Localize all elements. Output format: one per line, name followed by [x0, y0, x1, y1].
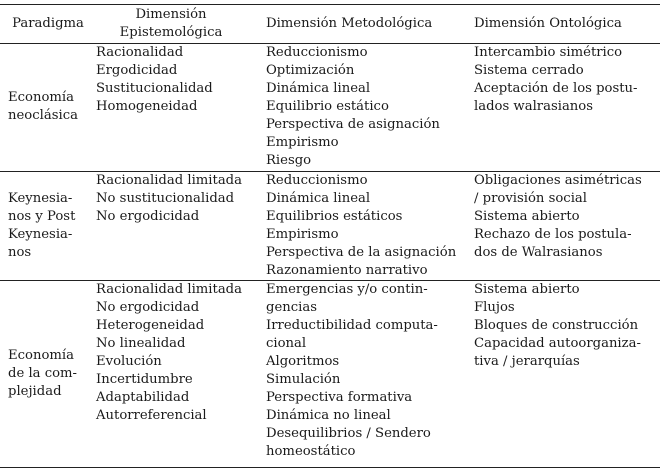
- cell-line: Emergencias y/o contin-: [266, 282, 428, 297]
- cell-line: Reduccionismo: [266, 173, 368, 188]
- cell-line: Sistema cerrado: [474, 63, 584, 78]
- cell-metodologica: [266, 281, 438, 466]
- cell-line: gencias: [266, 300, 317, 315]
- cell-paradigma: [8, 44, 94, 170]
- header-ontologica: Dimensión Ontológica: [474, 16, 622, 31]
- cell-line: Dinámica lineal: [266, 191, 371, 206]
- cell-line: Bloques de construcción: [474, 318, 639, 333]
- cell-line: Perspectiva formativa: [266, 390, 413, 405]
- header-metodologica: Dimensión Metodológica: [266, 16, 433, 31]
- top-rule: [0, 4, 660, 5]
- cell-line: neoclásica: [8, 108, 78, 123]
- cell-epistemologica: [96, 172, 242, 279]
- cell-line: Incertidumbre: [96, 372, 193, 387]
- cell-epistemologica: [96, 44, 213, 170]
- cell-line: Economía: [8, 347, 74, 363]
- cell-line: nos y Post: [8, 208, 76, 224]
- cell-line: No linealidad: [96, 336, 186, 351]
- cell-line: Simulación: [266, 372, 341, 387]
- cell-line: Keynesia-: [8, 226, 73, 242]
- cell-line: de la com-: [8, 365, 77, 381]
- cell-line: Algoritmos: [266, 354, 340, 369]
- cell-line: Empirismo: [266, 227, 339, 242]
- cell-line: Equilibrio estático: [266, 99, 389, 114]
- cell-paradigma: [8, 172, 94, 279]
- header-epistemologica: [96, 6, 246, 42]
- cell-line: Empirismo: [266, 135, 339, 150]
- cell-line: cional: [266, 336, 307, 351]
- cell-line: Evolución: [96, 354, 162, 369]
- cell-metodologica: [266, 172, 456, 279]
- cell-ontologica: [474, 281, 641, 466]
- row-rule: [0, 467, 660, 468]
- cell-line: tiva / jerarquías: [474, 354, 580, 369]
- cell-line: Perspectiva de la asignación: [266, 245, 457, 260]
- cell-paradigma: [8, 281, 94, 466]
- cell-line: Rechazo de los postula-: [474, 227, 632, 242]
- header-paradigma: Paradigma: [12, 16, 84, 31]
- cell-line: Ergodicidad: [96, 63, 178, 78]
- cell-line: Racionalidad limitada: [96, 173, 242, 188]
- cell-line: homeostático: [266, 444, 356, 459]
- cell-line: No ergodicidad: [96, 209, 200, 224]
- cell-line: No sustitucionalidad: [96, 191, 235, 206]
- cell-ontologica: [474, 44, 638, 170]
- cell-line: lados walrasianos: [474, 99, 594, 114]
- cell-line: Sistema abierto: [474, 282, 580, 297]
- cell-line: Racionalidad limitada: [96, 282, 242, 297]
- cell-line: / provisión social: [474, 191, 587, 206]
- cell-ontologica: [474, 172, 642, 279]
- cell-line: dos de Walrasianos: [474, 245, 603, 260]
- cell-line: Irreductibilidad computa-: [266, 318, 438, 333]
- cell-line: Autorreferencial: [96, 408, 207, 423]
- cell-line: Intercambio simétrico: [474, 45, 623, 60]
- cell-line: Capacidad autoorganiza-: [474, 336, 641, 351]
- cell-line: Homogeneidad: [96, 99, 198, 114]
- cell-line: Equilibrios estáticos: [266, 209, 403, 224]
- cell-line: Sustitucionalidad: [96, 81, 213, 96]
- cell-line: Razonamiento narrativo: [266, 263, 428, 278]
- cell-line: Reduccionismo: [266, 45, 368, 60]
- cell-line: Optimización: [266, 63, 355, 78]
- cell-epistemologica: [96, 281, 242, 466]
- cell-line: Dinámica lineal: [266, 81, 371, 96]
- cell-line: Riesgo: [266, 153, 312, 168]
- cell-line: nos: [8, 244, 32, 260]
- header-line: Dimensión: [135, 7, 207, 22]
- header-line: Epistemológica: [119, 25, 223, 40]
- cell-line: Obligaciones asimétricas: [474, 173, 642, 188]
- cell-line: plejidad: [8, 383, 62, 399]
- cell-line: Heterogeneidad: [96, 318, 205, 333]
- cell-metodologica: [266, 44, 440, 170]
- cell-line: Aceptación de los postu-: [474, 81, 638, 96]
- cell-line: Desequilibrios / Sendero: [266, 426, 431, 441]
- cell-line: No ergodicidad: [96, 300, 200, 315]
- cell-line: Adaptabilidad: [96, 390, 190, 405]
- cell-line: Racionalidad: [96, 45, 184, 60]
- cell-line: Economía: [8, 90, 74, 105]
- cell-line: Keynesia-: [8, 190, 73, 206]
- cell-line: Sistema abierto: [474, 209, 580, 224]
- cell-line: Perspectiva de asignación: [266, 117, 440, 132]
- cell-line: Flujos: [474, 300, 515, 315]
- cell-line: Dinámica no lineal: [266, 408, 391, 423]
